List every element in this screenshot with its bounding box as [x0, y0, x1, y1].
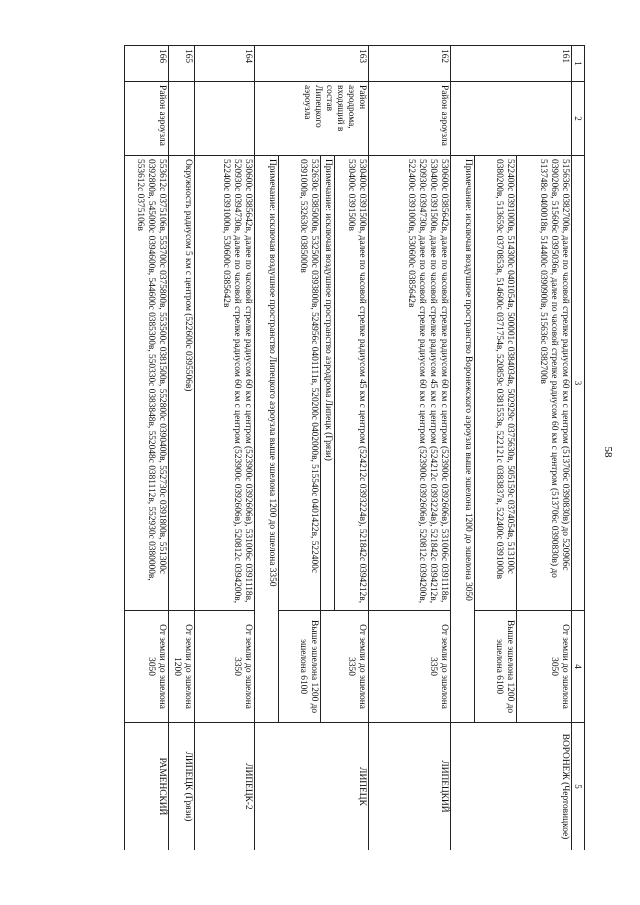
row-coords: 532630с 0385000в, 532500с 0393800в, 524956с 0401111в, 520200с 0402000в, 515540с 0401422в, 522400с 0391000в, 532630с 0385000в — [279, 156, 321, 611]
row-number: 162 — [369, 46, 451, 82]
row-name: Район аэроузла — [369, 82, 451, 156]
row-coords: 530400с 0391500в, далее по часовой стрелке радиусом 45 км с центром (524212с 0393224в), 521842с 0394212в, 530400с 0391500в — [335, 156, 369, 611]
table-row — [169, 46, 195, 851]
row-place: ЛИПЕЦК (Грязи) — [169, 723, 195, 851]
row-note: Примечание: исключая воздушное пространство аэродрома Липецк (Грязи) — [321, 156, 335, 611]
row-altitude: От земли до эшелона 3350 — [321, 611, 369, 723]
row-altitude: От земли до эшелона 3350 — [369, 611, 451, 723]
row-place: ЛИПЕЦК — [255, 723, 369, 851]
row-number: 164 — [195, 46, 255, 82]
table-row — [125, 46, 169, 851]
row-altitude: Выше эшелона 1200 до эшелона 6100 — [475, 611, 517, 723]
row-number: 161 — [451, 46, 572, 82]
table-row — [335, 46, 369, 851]
row-coords: 515636с 0382700в, далее по часовой стрелке радиусом 60 км с центром (513706с 0390830в) до 520906с 0390206в, 515606с 0395036в, далее по часовой стрелке радиусом 60 км с центром (513706с 0390830в) до 513748с 0400018в, 514400с 0390900в, 515636с 0382700в — [517, 156, 572, 611]
row-number: 163 — [255, 46, 369, 82]
header-col-5: 5 — [572, 723, 585, 851]
table-sheet — [100, 45, 585, 850]
row-name — [451, 82, 572, 156]
airspace-table — [124, 45, 585, 850]
row-altitude: От земли до эшелона 3350 — [195, 611, 255, 723]
row-number: 166 — [125, 46, 169, 82]
row-coords: 530600с 0385642в, далее по часовой стрелке радиусом 60 км с центром (523900с 0392606в), 531006с 0391118в, 530400с 0391500в, далее по часовой стрелке радиусом 45 км с центром (524212с 0393224в), 521842с 0394212в, 520930с 0394730в, далее по часовой стрелке радиусом 60 км с центром (523900с 0392606в), 520812с 0394200в, 522400с 0391000в, 530600с 0385642в — [369, 156, 451, 611]
row-altitude: От земли до эшелона 1200 — [169, 611, 195, 723]
table-row — [195, 46, 255, 851]
page-number: 58 — [602, 446, 614, 458]
row-coords: Окружность радиусом 5 км с центром (522600с 0395506в) — [169, 156, 195, 611]
row-place: РАМЕНСКИЙ — [125, 723, 169, 851]
row-number: 165 — [169, 46, 195, 82]
row-coords: 522400с 0391000в, 514300с 0401054в, 500001с 0384034в, 502929с 0375630в, 505159с 0374054в, 513100с 0380200в, 513659с 0370853в, 514600с 0371754в, 520859с 0381553в, 522121с 0383837в, 522400с 0391000в — [475, 156, 517, 611]
row-altitude: От земли до эшелона 3050 — [125, 611, 169, 723]
row-altitude: Выше эшелона 1200 до эшелона 6100 — [279, 611, 321, 723]
rotated-table-frame — [100, 45, 585, 850]
header-col-1: 1 — [572, 46, 585, 82]
row-note: Примечание: исключая воздушное пространство Воронежского аэроузла выше эшелона 1200 до эшелона 3050 — [451, 156, 475, 723]
row-name: Район аэроузла — [125, 82, 169, 156]
header-col-4: 4 — [572, 611, 585, 723]
row-coords: 530600с 0385642в, далее по часовой стрелке радиусом 60 км с центром (523900с 0392606в), 531006с 0391118в, 520930с 0394730в, далее по часовой стрелке радиусом 60 км с центром (523900с 0392606в), 520812с 0394200в, 522400с 0391000в, 530600с 0385642в — [195, 156, 255, 611]
row-coords: 553612с 0375106в, 553700с 0375800в, 553500с 0381500в, 552800с 0390400в, 552730с 0391800в, 551300с 0392800в, 545000с 0394600в, 544600с 0385300в, 550330с 0383848в, 552048с 0381112в, 552930с 0380000в, 553612с 0375106в — [125, 156, 169, 611]
header-row — [572, 46, 585, 851]
row-place: ВОРОНЕЖ (Чертовицкое) — [451, 723, 572, 851]
header-col-2: 2 — [572, 82, 585, 156]
row-note: Примечание: исключая воздушное пространство Липецкого аэроузла выше эшелона 1200 до эшелона 3350 — [255, 156, 279, 723]
row-altitude: От земли до эшелона 3050 — [517, 611, 572, 723]
row-name — [195, 82, 255, 156]
row-name — [169, 82, 195, 156]
header-col-3: 3 — [572, 156, 585, 611]
table-row — [517, 46, 572, 851]
row-place: ЛИПЕЦКИЙ — [369, 723, 451, 851]
table-row — [369, 46, 451, 851]
row-name: Район аэродрома, входящий в состав Липецкого аэроузла — [255, 82, 369, 156]
row-place: ЛИПЕЦК-2 — [195, 723, 255, 851]
